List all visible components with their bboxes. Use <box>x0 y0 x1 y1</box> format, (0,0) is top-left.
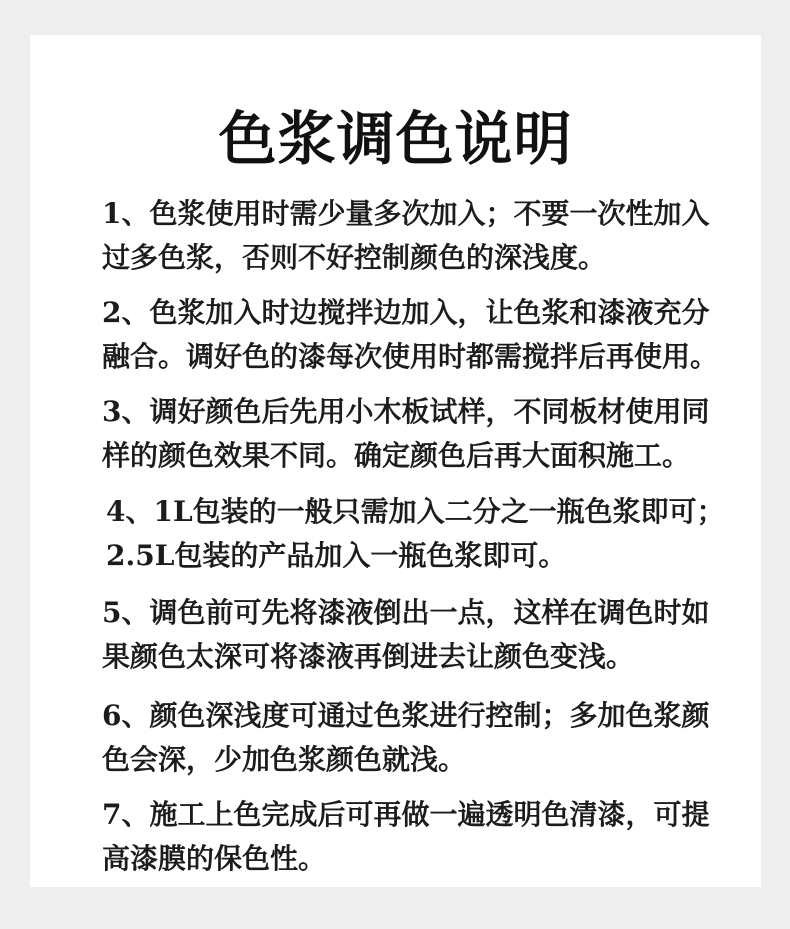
instruction-line: 融合。调好色的漆每次使用时都需搅拌后再使用。 <box>102 340 719 373</box>
instruction-line: 6、颜色深浅度可通过色浆进行控制；多加色浆颜 <box>102 699 710 732</box>
instruction-line: 色会深，少加色浆颜色就浅。 <box>102 743 467 776</box>
instruction-line: 2、色浆加入时边搅拌边加入，让色浆和漆液充分 <box>102 296 710 329</box>
page-title: 色浆调色说明 <box>218 105 573 173</box>
instruction-line: 4、1L包装的一般只需加入二分之一瓶色浆即可； <box>106 495 725 528</box>
instruction-item-3 <box>102 390 762 478</box>
instruction-item-2 <box>102 291 762 379</box>
instruction-line: 样的颜色效果不同。确定颜色后再大面积施工。 <box>102 439 691 472</box>
instruction-line: 果颜色太深可将漆液再倒进去让颜色变浅。 <box>102 640 635 673</box>
instruction-line: 5、调色前可先将漆液倒出一点，这样在调色时如 <box>102 596 710 629</box>
instruction-line: 1、色浆使用时需少量多次加入；不要一次性加入 <box>102 197 710 230</box>
instruction-item-7 <box>102 793 762 881</box>
instruction-item-1 <box>102 192 762 280</box>
instruction-item-6 <box>102 694 762 782</box>
instruction-line: 7、施工上色完成后可再做一遍透明色清漆，可提 <box>102 798 710 831</box>
instruction-line: 过多色浆，否则不好控制颜色的深浅度。 <box>102 241 607 274</box>
instruction-line: 2.5L包装的产品加入一瓶色浆即可。 <box>106 539 567 572</box>
instruction-line: 3、调好颜色后先用小木板试样，不同板材使用同 <box>102 395 710 428</box>
instruction-item-4 <box>106 490 766 578</box>
instruction-line: 高漆膜的保色性。 <box>102 842 327 875</box>
instruction-card <box>30 35 761 887</box>
instruction-item-5 <box>102 591 762 679</box>
